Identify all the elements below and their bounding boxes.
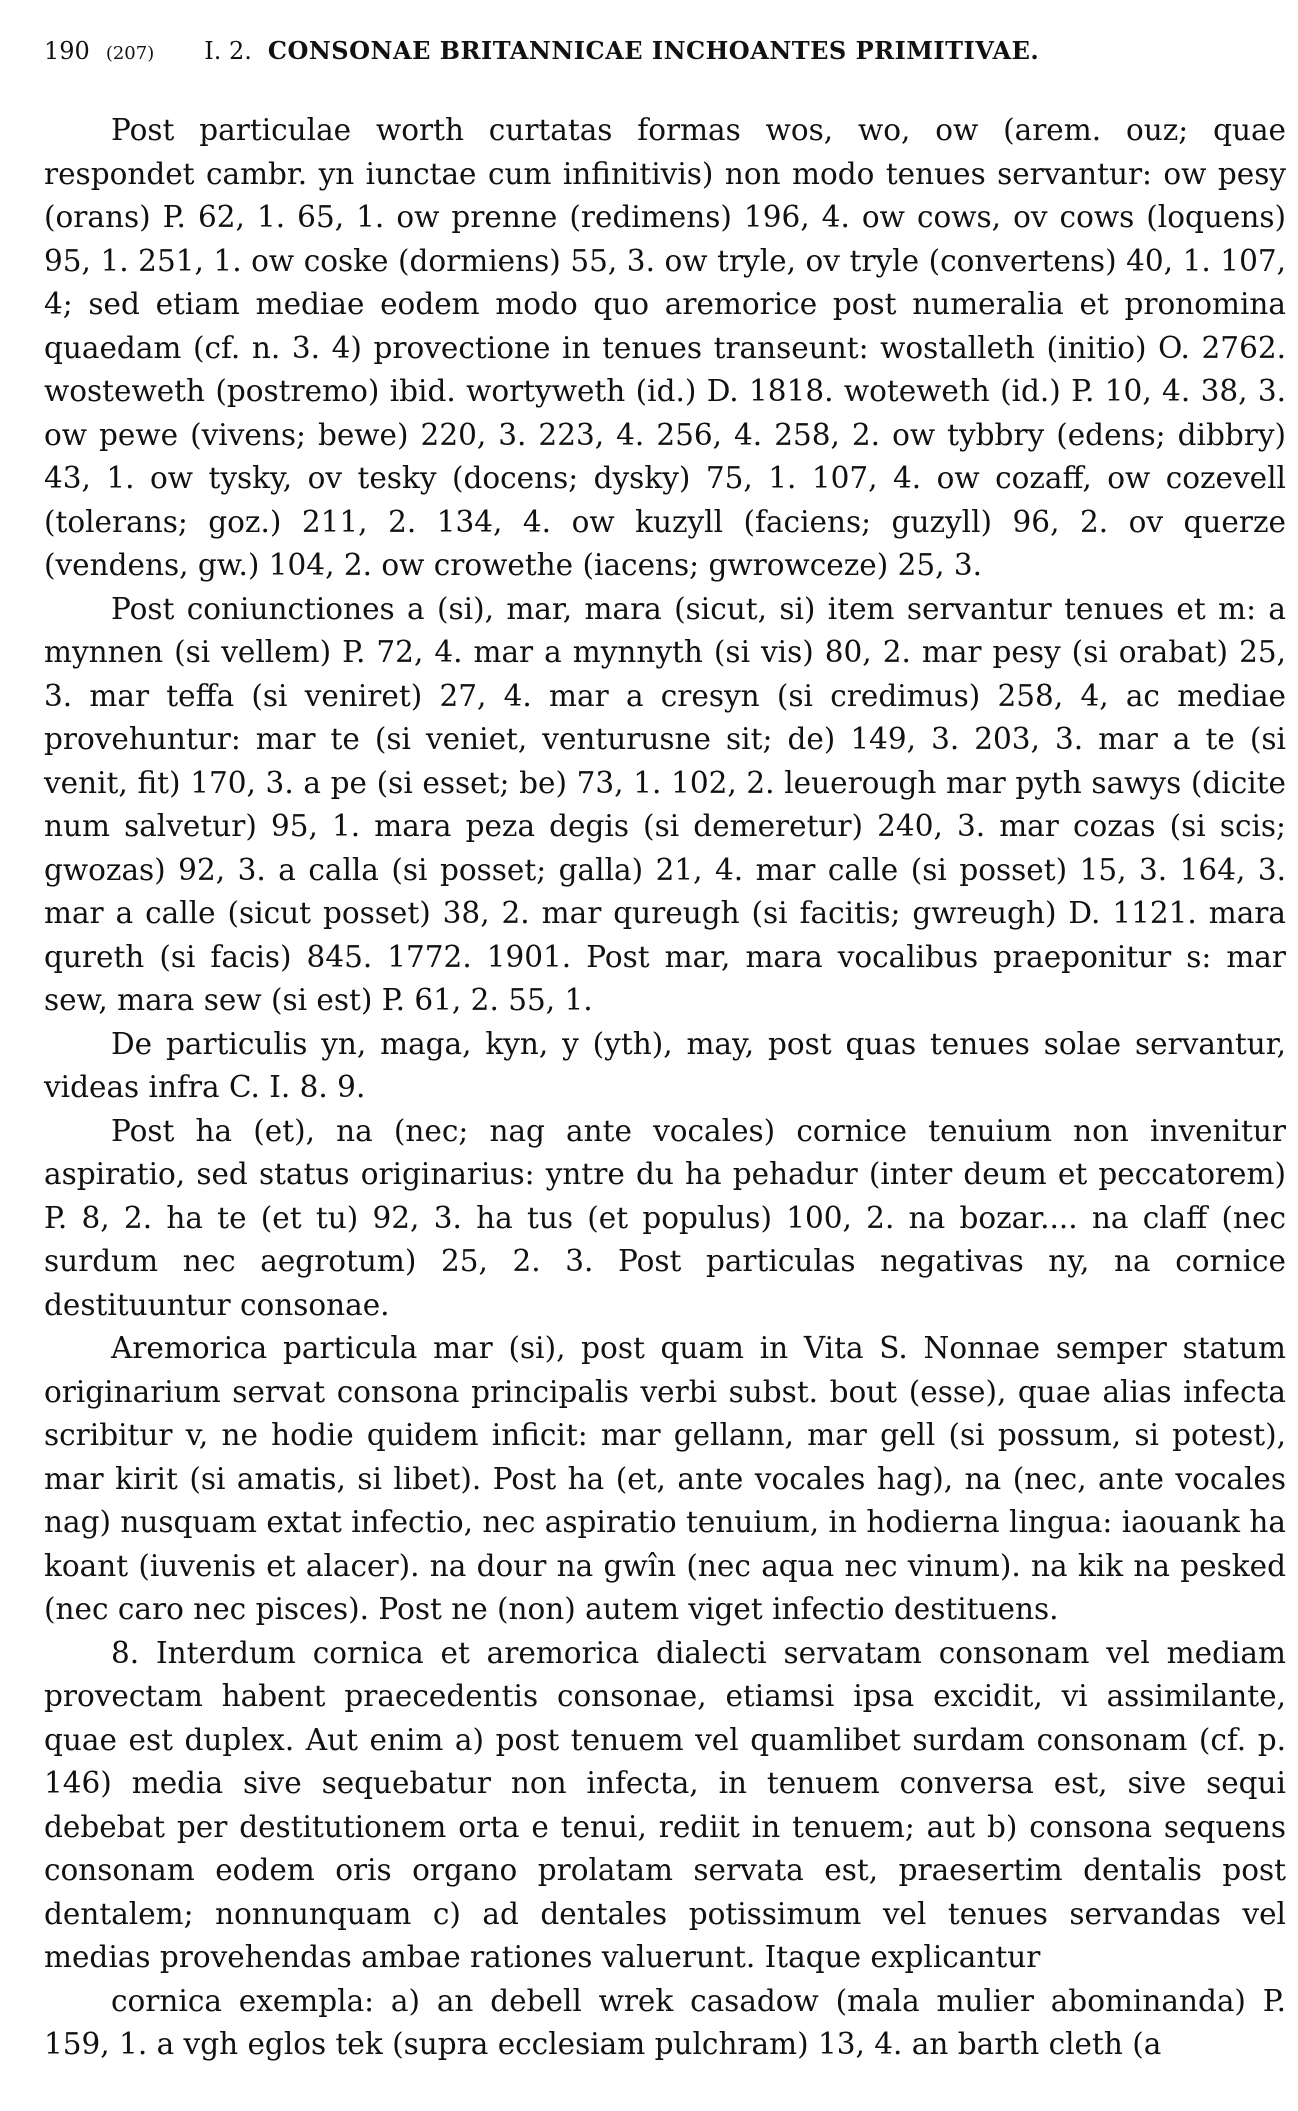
section-number: I. 2. [204,37,252,65]
running-title: CONSONAE BRITANNICAE INCHOANTES PRIMITIVAE. [267,36,1040,65]
paragraph: Post particulae worth curtatas formas wos, wo, ow (arem. ouz; quae respondet cambr. yn iunctae cum infinitivis) non modo tenues servantur: ow pesy (orans) P. 62, 1. 65, 1. ow prenne (redimens) 196, 4. ow cows, ov cows (loquens) 95, 1. 251, 1. ow coske (dormiens) 55, 3. ow tryle, ov tryle (convertens) 40, 1. 107, 4; sed etiam mediae eodem modo quo aremorice post numeralia et pronomina quaedam (cf. n. 3. 4) provectione in tenues transeunt: wostalleth (initio) O. 2762. wosteweth (postremo) ibid. wortyweth (id.) D. 1818. woteweth (id.) P. 10, 4. 38, 3. ow pewe (vivens; bewe) 220, 3. 223, 4. 256, 4. 258, 2. ow tybbry (edens; dibbry) 43, 1. ow tysky, ov tesky (docens; dysky) 75, 1. 107, 4. ow cozaff, ow cozevell (tolerans; goz.) 211, 2. 134, 4. ow kuzyll (faciens; guzyll) 96, 2. ov querze (vendens, gw.) 104, 2. ow crowethe (iacens; gwrowceze) 25, 3. [44,113,1286,582]
page-number: 190 [44,37,90,65]
paragraph: Post coniunctiones a (si), mar, mara (sicut, si) item servantur tenues et m: a mynnen (si vellem) P. 72, 4. mar a mynnyth (si vis) 80, 2. mar pesy (si orabat) 25, 3. mar teffa (si veniret) 27, 4. mar a cresyn (si credimus) 258, 4, ac mediae provehuntur: mar te (si veniet, venturusne sit; de) 149, 3. 203, 3. mar a te (si venit, fit) 170, 3. a pe (si esset; be) 73, 1. 102, 2. leuerough mar pyth sawys (dicite num salvetur) 95, 1. mara peza degis (si demeretur) 240, 3. mar cozas (si scis; gwozas) 92, 3. a calla (si posset; galla) 21, 4. mar calle (si posset) 15, 3. 164, 3. mar a calle (sicut posset) 38, 2. mar qureugh (si facitis; gwreugh) D. 1121. mara qureth (si facis) 845. 1772. 1901. Post mar, mara vocalibus praeponitur s: mar sew, mara sew (si est) P. 61, 2. 55, 1. [44,591,1286,1017]
paragraph: Aremorica particula mar (si), post quam in Vita S. Nonnae semper statum originarium servat consona principalis verbi subst. bout (esse), quae alias infecta scribitur v, ne hodie quidem inficit: mar gellann, mar gell (si possum, si potest), mar kirit (si amatis, si libet). Post ha (et, ante vocales hag), na (nec, ante vocales nag) nusquam extat infectio, nec aspiratio tenuium, in hodierna lingua: iaouank ha koant (iuvenis et alacer). na dour na gwîn (nec aqua nec vinum). na kik na pesked (nec caro nec pisces). Post ne (non) autem viget infectio destituens. [44,1331,1286,1626]
running-header [44,36,1286,69]
paragraph: 8. Interdum cornica et aremorica dialecti servatam consonam vel mediam provectam habent praecedentis consonae, etiamsi ipsa excidit, vi assimilante, quae est duplex. Aut enim a) post tenuem vel quamlibet surdam consonam (cf. p. 146) media sive sequebatur non infecta, in tenuem conversa est, sive sequi debebat per destitutionem orta e tenui, rediit in tenuem; aut b) consona sequens consonam eodem oris organo prolatam servata est, praesertim dentalis post dentalem; nonnunquam c) ad dentales potissimum vel tenues servandas vel medias provehendas ambae rationes valuerunt. Itaque explicantur [44,1635,1286,1974]
body-text [44,109,1286,2067]
paragraph: De particulis yn, maga, kyn, y (yth), may, post quas tenues solae servantur, videas infra C. I. 8. 9. [44,1026,1286,1104]
original-page-number: (207) [105,43,155,64]
paragraph: cornica exempla: a) an debell wrek casadow (mala mulier abominanda) P. 159, 1. a vgh eglos tek (supra ecclesiam pulchram) 13, 4. an barth cleth (a [44,1983,1286,2061]
paragraph: Post ha (et), na (nec; nag ante vocales) cornice tenuium non invenitur aspiratio, sed status originarius: yntre du ha pehadur (inter deum et peccatorem) P. 8, 2. ha te (et tu) 92, 3. ha tus (et populus) 100, 2. na bozar.... na claff (nec surdum nec aegrotum) 25, 2. 3. Post particulas negativas ny, na cornice destituuntur consonae. [44,1113,1286,1322]
